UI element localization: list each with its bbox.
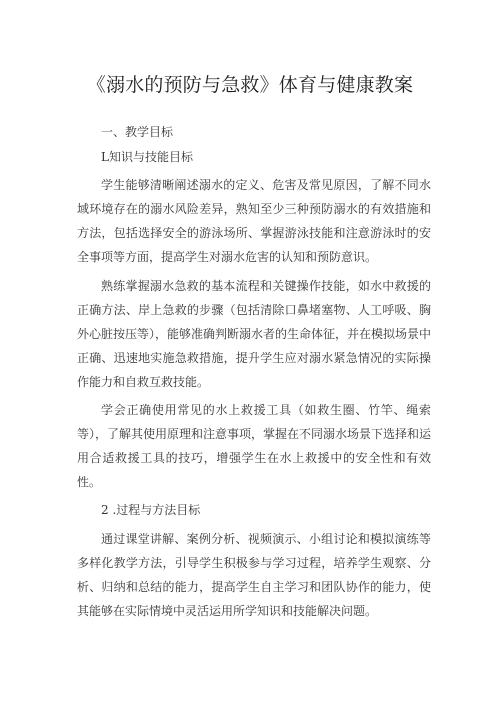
subsection-heading-knowledge-skills: L知识与技能目标 bbox=[101, 150, 193, 165]
document-title: 《溺水的预防与急救》体育与健康教案 bbox=[86, 74, 414, 96]
document-body bbox=[77, 120, 431, 623]
paragraph-rescue-tools: 学会正确使用常见的水上救援工具（如救生圈、竹竿、绳索等），了解其使用原理和注意事项，掌握在不同溺水场景下选择和运用合适救援工具的技巧，增强学生在水上救援中的安全性和有效性。 bbox=[77, 403, 432, 490]
paragraph-teaching-methods: 通过课堂讲解、案例分析、视频演示、小组讨论和模拟演练等多样化教学方法，引导学生积极参与学习过程，培养学生观察、分析、归纳和总结的能力，提高学生自主学习和团队协作的能力，使其能够在实际情境中灵活运用所学知识和技能解决问题。 bbox=[77, 531, 431, 618]
paragraph-drowning-awareness: 学生能够清晰阐述溺水的定义、危害及常见原因，了解不同水域环境存在的溺水风险差异，熟知至少三种预防溺水的有效措施和方法，包括选择安全的游泳场所、掌握游泳技能和注意游泳时的安全事项等方面，提高学生对溺水危害的认知和预防意识。 bbox=[77, 178, 431, 265]
paragraph-first-aid-skills: 熟练掌握溺水急救的基本流程和关键操作技能，如水中救援的正确方法、岸上急救的步骤（包括清除口鼻堵塞物、人工呼吸、胸外心脏按压等），能够准确判断溺水者的生命体征，并在模拟场景中正确、迅速地实施急救措施，提升学生应对溺水紧急情况的实际操作能力和自救互救技能。 bbox=[77, 278, 432, 389]
section-heading-teaching-objectives: 一、教学目标 bbox=[101, 125, 174, 139]
subsection-heading-process-methods: 2 .过程与方法目标 bbox=[101, 503, 201, 518]
